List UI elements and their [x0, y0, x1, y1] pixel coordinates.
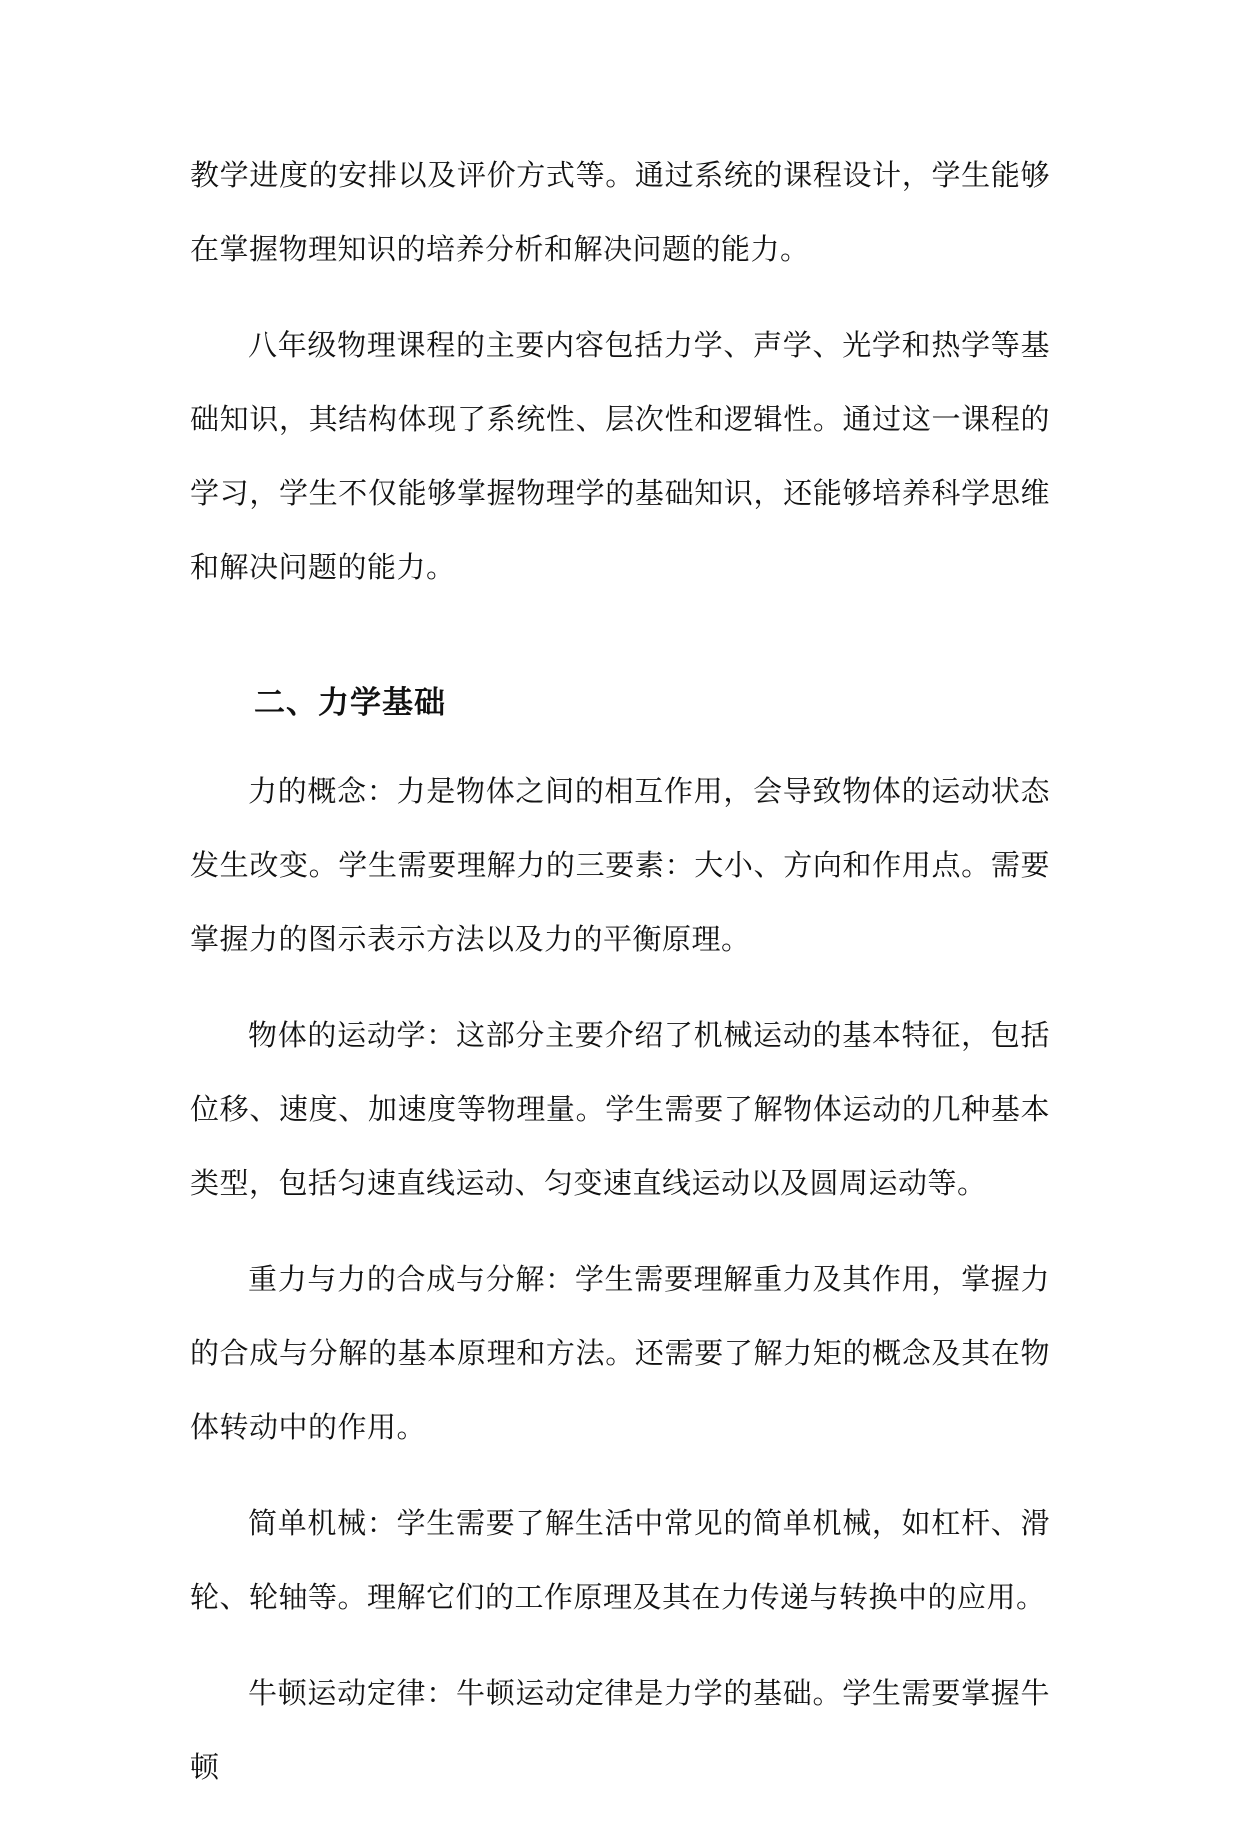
section-heading: 二、力学基础 — [254, 685, 446, 721]
paragraph-gravity-composition: 重力与力的合成与分解：学生需要理解重力及其作用，掌握力的合成与分解的基本原理和方法。还需要了解力矩的概念及其在物体转动中的作用。 — [190, 1262, 1050, 1444]
paragraph-newton-laws: 牛顿运动定律：牛顿运动定律是力学的基础。学生需要掌握牛顿 — [190, 1676, 1050, 1784]
document-body — [190, 138, 1050, 1826]
paragraph-simple-machines: 简单机械：学生需要了解生活中常见的简单机械，如杠杆、滑轮、轮轴等。理解它们的工作原理及其在力传递与转换中的应用。 — [190, 1506, 1050, 1614]
paragraph-course-overview: 八年级物理课程的主要内容包括力学、声学、光学和热学等基础知识，其结构体现了系统性、层次性和逻辑性。通过这一课程的学习，学生不仅能够掌握物理学的基础知识，还能够培养科学思维和解决问题的能力。 — [190, 328, 1050, 584]
paragraph-force-concept: 力的概念：力是物体之间的相互作用，会导致物体的运动状态发生改变。学生需要理解力的三要素：大小、方向和作用点。需要掌握力的图示表示方法以及力的平衡原理。 — [190, 774, 1050, 956]
paragraph-continuation: 教学进度的安排以及评价方式等。通过系统的课程设计，学生能够在掌握物理知识的培养分析和解决问题的能力。 — [190, 158, 1050, 266]
paragraph-kinematics: 物体的运动学：这部分主要介绍了机械运动的基本特征，包括位移、速度、加速度等物理量。学生需要了解物体运动的几种基本类型，包括匀速直线运动、匀变速直线运动以及圆周运动等。 — [190, 1018, 1050, 1200]
